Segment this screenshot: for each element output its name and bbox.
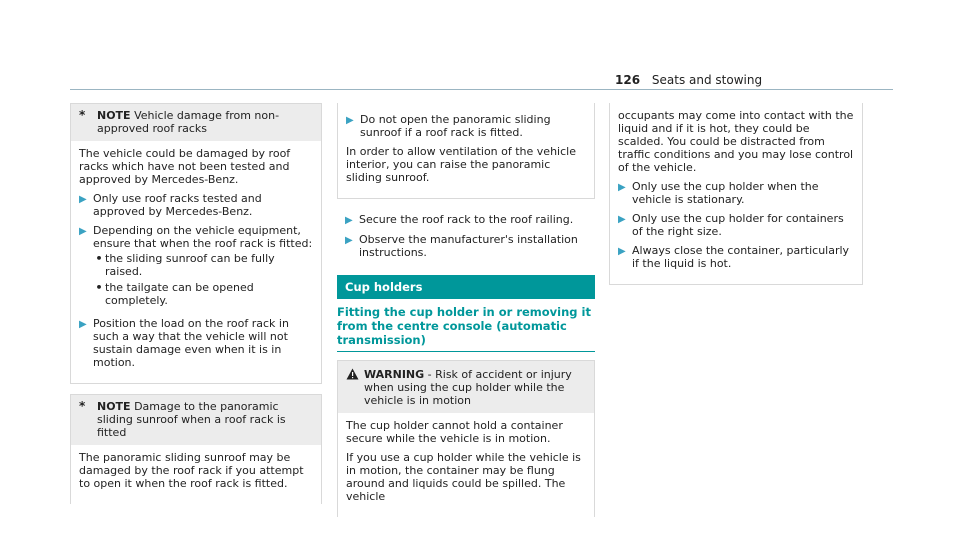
column-3 xyxy=(609,103,863,285)
note-box-sunroof xyxy=(70,394,322,504)
step-text: Only use the cup holder for containers of the right size. xyxy=(632,212,844,238)
warning-box-continued xyxy=(609,103,863,285)
warning-title: - Risk of accident or injury when using the cup holder while the vehicle is in motion xyxy=(364,368,572,407)
arrow-icon: ▶ xyxy=(345,235,353,246)
step-text: Secure the roof rack to the roof railing. xyxy=(359,213,574,226)
step xyxy=(345,213,587,227)
note-header xyxy=(71,104,321,141)
page-header xyxy=(615,73,762,87)
bullet-icon: • xyxy=(95,281,103,294)
note-icon: * xyxy=(79,108,86,122)
bullet-list xyxy=(93,252,313,307)
bullet-item: • the sliding sunroof can be fully raised. xyxy=(93,252,313,278)
warning-icon xyxy=(346,368,364,407)
subheading: Fitting the cup holder in or removing it from the centre console (automatic transmission) xyxy=(337,299,595,352)
arrow-icon: ▶ xyxy=(618,246,626,257)
bullet-item: • the tailgate can be opened completely. xyxy=(93,281,313,307)
step xyxy=(345,233,587,259)
step xyxy=(618,180,854,206)
note-title: Damage to the panoramic sliding sunroof when a roof rack is fitted xyxy=(97,400,286,439)
arrow-icon: ▶ xyxy=(618,182,626,193)
warning-body xyxy=(610,103,862,284)
column-2 xyxy=(337,103,595,517)
note-body xyxy=(338,103,594,198)
note-text: The vehicle could be damaged by roof racks which have not been tested and approved by Mercedes-Benz. xyxy=(79,147,291,186)
step-text: Position the load on the roof rack in such a way that the vehicle will not sustain damage even when it is in motion. xyxy=(93,317,289,369)
step-text: Observe the manufacturer's installation instructions. xyxy=(359,233,578,259)
step xyxy=(79,192,313,218)
note-label: NOTE xyxy=(97,109,131,122)
roof-rack-steps xyxy=(337,199,595,259)
note-body xyxy=(71,445,321,504)
note-label: NOTE xyxy=(97,400,131,413)
step-text: Do not open the panoramic sliding sunroof if a roof rack is fitted. xyxy=(360,113,551,139)
warning-label: WARNING xyxy=(364,368,425,381)
warning-header xyxy=(338,361,594,413)
column-1 xyxy=(70,103,322,504)
step xyxy=(79,317,313,369)
bullet-icon: • xyxy=(95,252,103,265)
step-text: Depending on the vehicle equipment, ensure that when the roof rack is fitted: xyxy=(93,224,313,250)
page-number: 126 xyxy=(615,73,641,87)
step xyxy=(618,212,854,238)
step xyxy=(618,244,854,270)
warning-text: If you use a cup holder while the vehicle is in motion, the container may be flung around and liquids could be spilled. The vehicle xyxy=(346,451,581,503)
step-text: Always close the container, particularly if the liquid is hot. xyxy=(632,244,850,270)
section-name: Seats and stowing xyxy=(651,73,763,87)
note-box-continued xyxy=(337,103,595,199)
warning-body xyxy=(338,413,594,517)
warning-text: occupants may come into contact with the liquid and if it is hot, they could be scalded. You could be distracted from traffic conditions and you may lose control of the vehicle. xyxy=(618,109,854,174)
note-header xyxy=(71,395,321,445)
note-title: Vehicle damage from non-approved roof racks xyxy=(97,109,280,135)
step xyxy=(346,113,586,139)
step-text: Only use the cup holder when the vehicle is stationary. xyxy=(632,180,819,206)
step xyxy=(79,224,313,311)
arrow-icon: ▶ xyxy=(345,215,353,226)
arrow-icon: ▶ xyxy=(79,226,87,237)
note-box-roof-racks xyxy=(70,103,322,384)
arrow-icon: ▶ xyxy=(79,319,87,330)
note-icon: * xyxy=(79,399,86,413)
header-divider xyxy=(70,89,893,90)
warning-box xyxy=(337,360,595,517)
section-title-bar: Cup holders xyxy=(337,275,595,299)
note-text: In order to allow ventilation of the vehicle interior, you can raise the panoramic sliding sunroof. xyxy=(346,145,576,184)
step-text: Only use roof racks tested and approved by Mercedes-Benz. xyxy=(93,192,262,218)
note-body xyxy=(71,141,321,383)
warning-text: The cup holder cannot hold a container secure while the vehicle is in motion. xyxy=(346,419,563,445)
note-text: The panoramic sliding sunroof may be damaged by the roof rack if you attempt to open it when the roof rack is fitted. xyxy=(79,451,304,490)
arrow-icon: ▶ xyxy=(346,115,354,126)
arrow-icon: ▶ xyxy=(618,214,626,225)
arrow-icon: ▶ xyxy=(79,194,87,205)
